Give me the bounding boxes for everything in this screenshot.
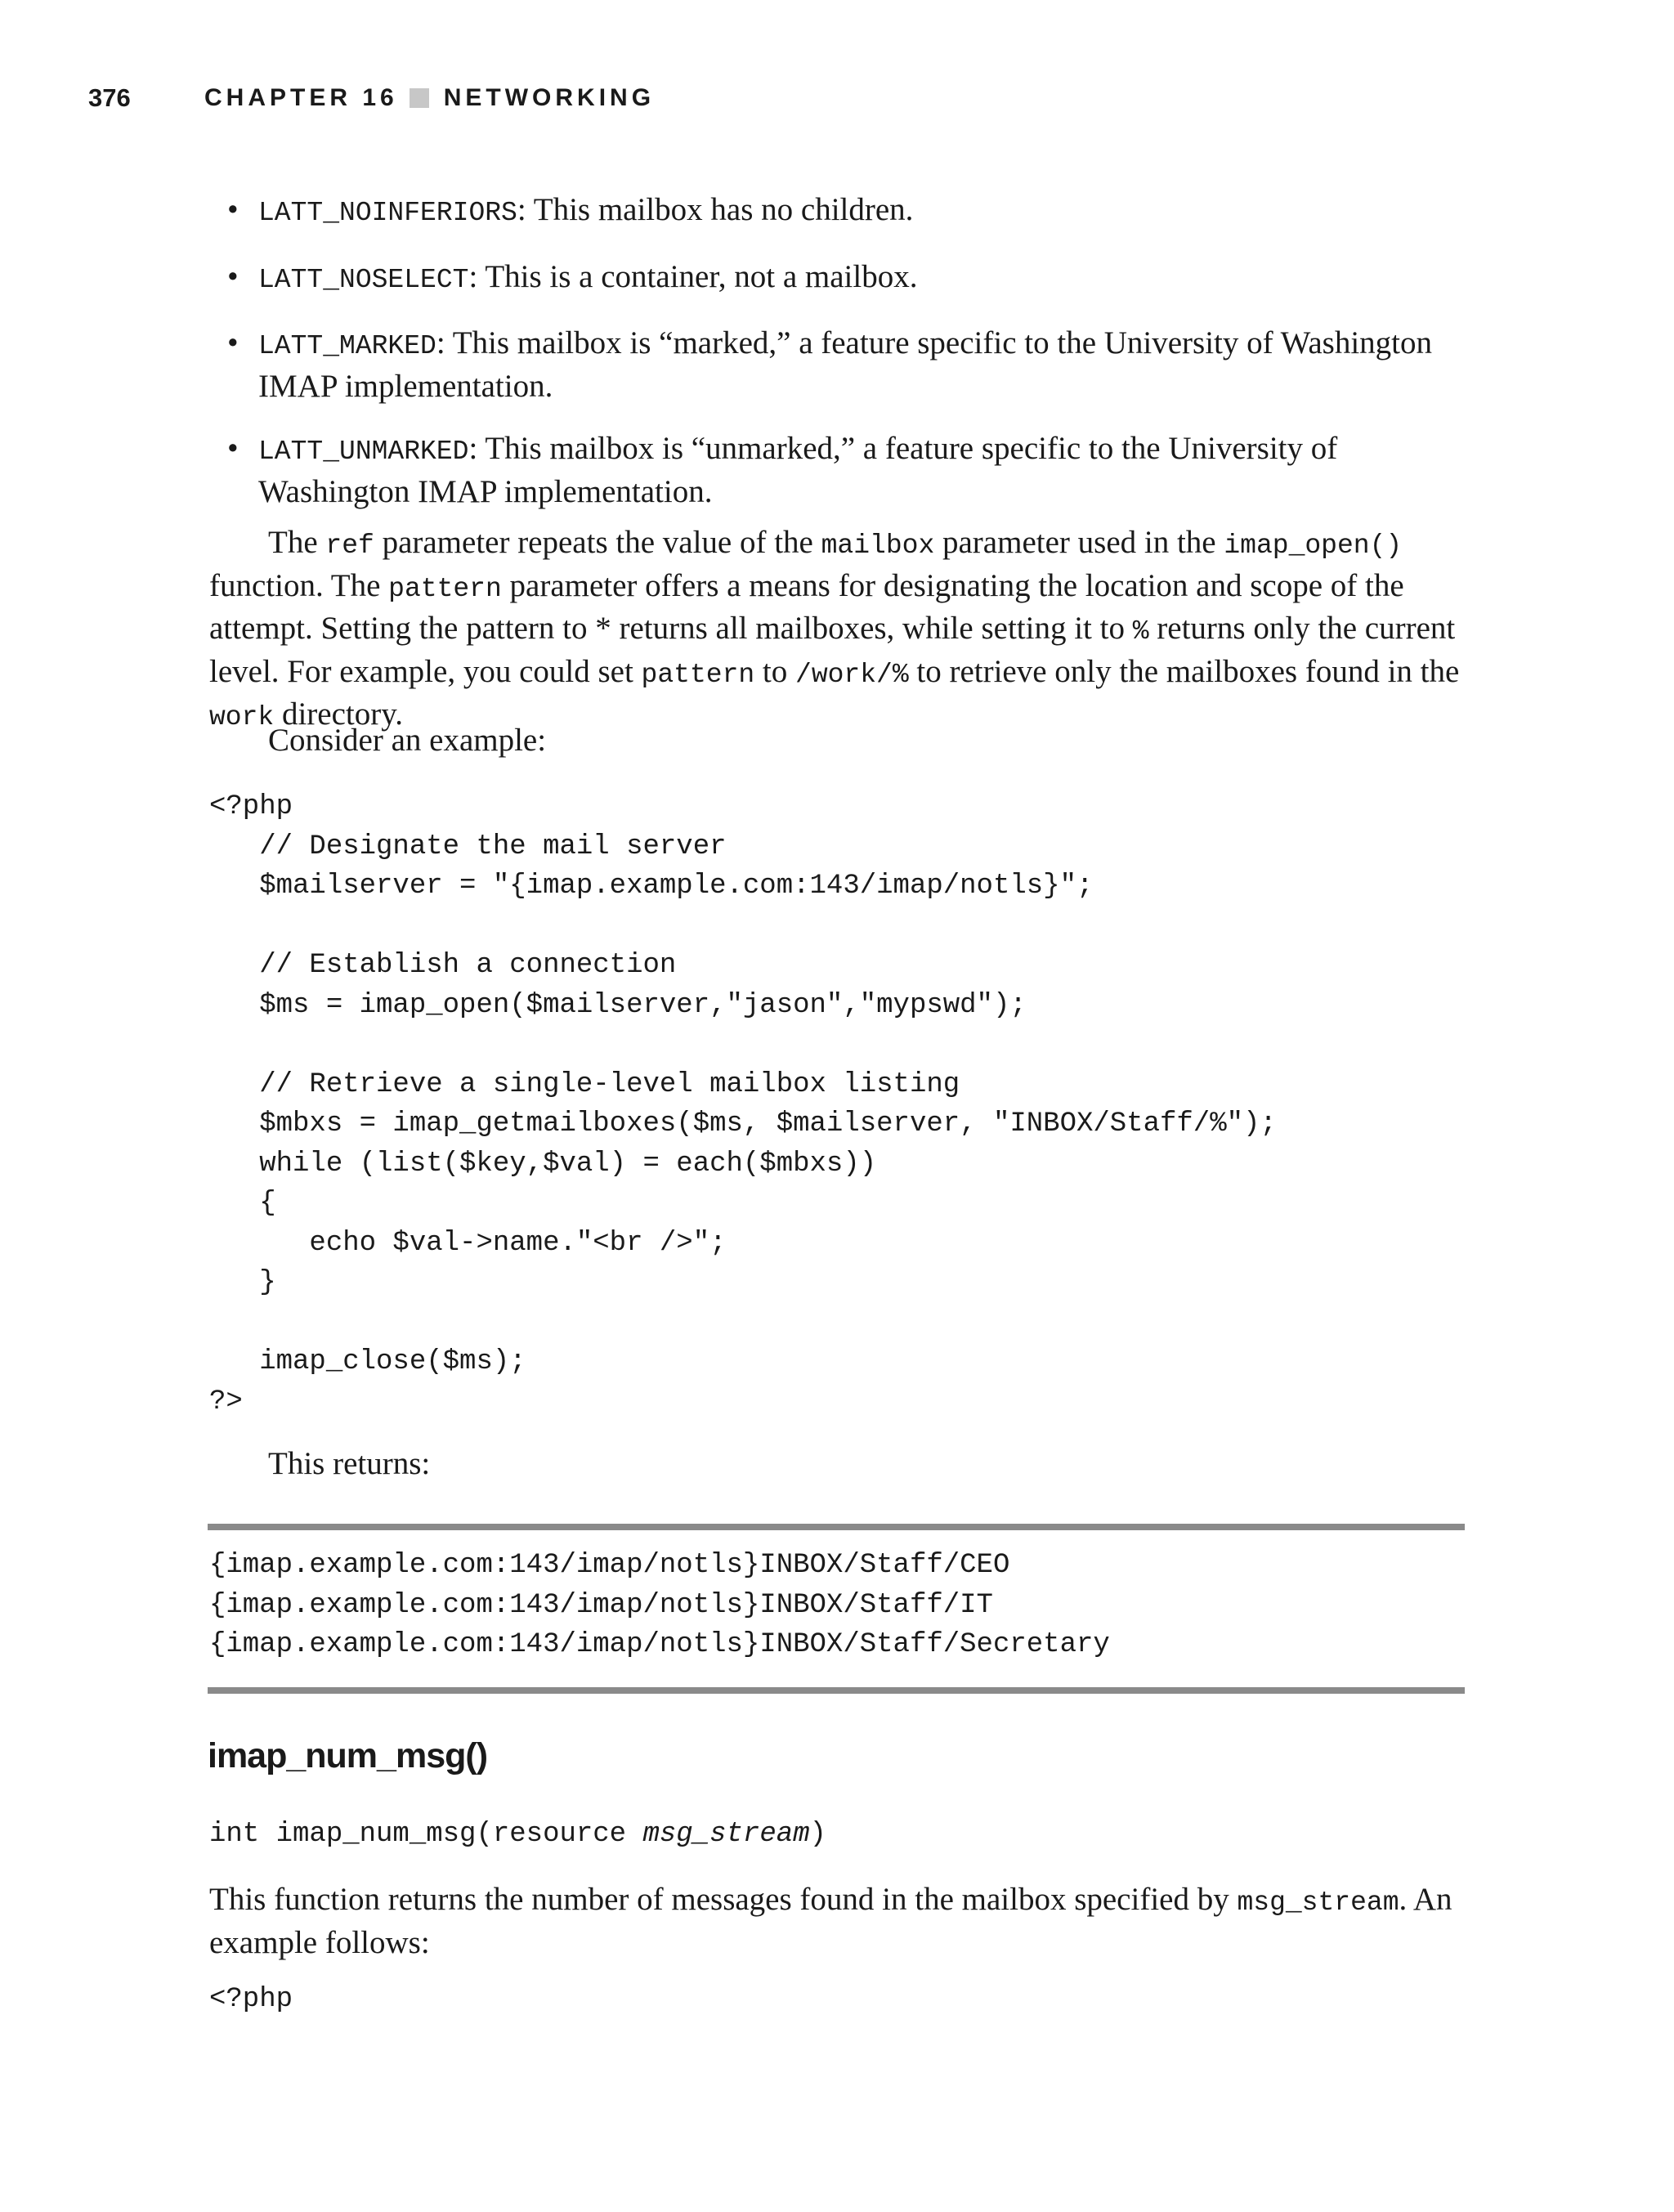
list-item: [227, 190, 1468, 234]
bullet-icon: •: [227, 258, 239, 294]
header-square-icon: [410, 88, 429, 108]
output-listing: {imap.example.com:143/imap/notls}INBOX/Staff/CEO {imap.example.com:143/imap/notls}INBOX/Staff/IT {imap.example.com:143/imap/notls}INBOX/Staff/Secretary: [209, 1550, 1110, 1660]
bullet-icon: •: [227, 192, 239, 227]
running-header: [88, 82, 655, 114]
body-paragraph: This function returns the number of messages found in the mailbox specified by msg_stream. An example follows:: [209, 1882, 1452, 1960]
section-label: NETWORKING: [443, 84, 656, 111]
item-text: : This mailbox is “unmarked,” a feature specific to the University of Washington IMAP implementation.: [258, 431, 1338, 509]
code-example: <?php // Designate the mail server $mailserver = "{imap.example.com:143/imap/notls}"; // Establish a connection $ms = imap_open($mailserver,"jason","mypswd"); // Retrieve a single-level mailbox listing $mbxs = imap_getmailboxes($ms, $mailserver, "INBOX/Staff/%"); while (list($key,$val) = each($mbxs)) { echo $val->name."<br />"; } imap_close($ms); ?>: [209, 791, 1277, 1417]
constant-name: LATT_UNMARKED: [258, 437, 469, 467]
list-item: [227, 429, 1468, 512]
body-paragraph: Consider an example:: [268, 723, 547, 758]
body-paragraph: The ref parameter repeats the value of the mailbox parameter used in the imap_open() function. The pattern parameter offers a means for designating the location and scope of the attempt. Setting the pattern to * returns all mailboxes, while setting it to % returns only the current level. For example, you could set pattern to /work/% to retrieve only the mailboxes found in the work directory.: [209, 525, 1460, 732]
constant-name: LATT_NOSELECT: [258, 264, 469, 295]
chapter-label: CHAPTER 16: [204, 84, 398, 111]
page-number: 376: [88, 83, 131, 112]
item-text: : This mailbox is “marked,” a feature specific to the University of Washington IMAP implementation.: [258, 325, 1433, 404]
bullet-icon: •: [227, 431, 239, 466]
output-top-rule: [208, 1524, 1465, 1530]
function-signature: int imap_num_msg(resource msg_stream): [209, 1819, 826, 1850]
body-paragraph: This returns:: [268, 1446, 431, 1481]
attribute-list: [227, 190, 1468, 535]
output-bottom-rule: [208, 1687, 1465, 1694]
list-item: [227, 257, 1468, 301]
list-item: [227, 324, 1468, 406]
item-text: : This mailbox has no children.: [517, 192, 914, 227]
constant-name: LATT_MARKED: [258, 331, 436, 361]
item-text: : This is a container, not a mailbox.: [468, 258, 918, 294]
code-example-start: <?php: [209, 1984, 293, 2015]
bullet-icon: •: [227, 325, 239, 360]
constant-name: LATT_NOINFERIORS: [258, 198, 517, 228]
function-heading: imap_num_msg(): [208, 1736, 488, 1775]
